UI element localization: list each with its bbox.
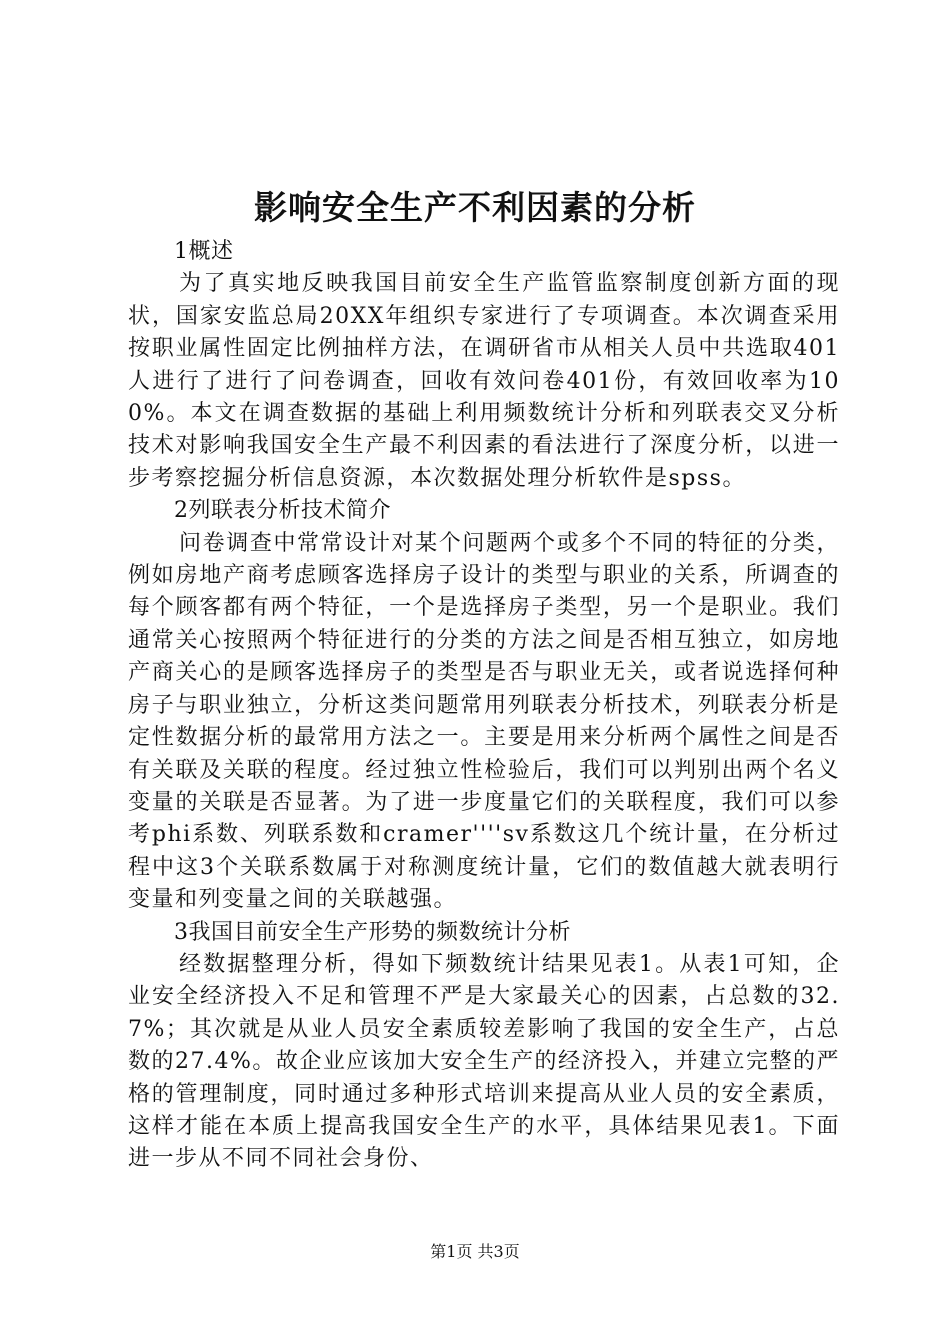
section-heading: 1概述 [174, 239, 234, 264]
section-paragraph: 经数据整理分析，得如下频数统计结果见表1。从表1可知，企业安全经济投入不足和管理不严是大家最关心的因素，占总数的32.7%；其次就是从业人员安全素质较差影响了我国的安全生产，占总数的27.4%。故企业应该加大安全生产的经济投入，并建立完整的严格的管理制度，同时通过多种形式培训来提高从业人员的安全素质，这样才能在本质上提高我国安全生产的水平，具体结果见表1。下面进一步从不同不同社会身份、 [128, 951, 840, 1172]
section-overview [128, 236, 840, 495]
document-title: 影响安全生产不利因素的分析 [254, 188, 696, 227]
section-frequency-analysis [128, 917, 840, 1176]
section-contingency-table [128, 495, 840, 916]
page-footer: 第1页 共3页 [430, 1242, 520, 1261]
section-heading: 2列联表分析技术简介 [174, 498, 391, 524]
section-heading: 3我国目前安全生产形势的频数统计分析 [174, 919, 571, 945]
section-paragraph: 为了真实地反映我国目前安全生产监管监察制度创新方面的现状，国家安监总局20XX年组织专家进行了专项调查。本次调查采用按职业属性固定比例抽样方法，在调研省市从相关人员中共选取401人进行了进行了问卷调查，回收有效问卷401份，有效回收率为100%。本文在调查数据的基础上利用频数统计分析和列联表交叉分析技术对影响我国安全生产最不利因素的看法进行了深度分析，以进一步考察挖掘分析信息资源，本次数据处理分析软件是spss。 [128, 271, 840, 491]
document-body [128, 236, 840, 1176]
section-paragraph: 问卷调查中常常设计对某个问题两个或多个不同的特征的分类，例如房地产商考虑顾客选择房子设计的类型与职业的关系，所调查的每个顾客都有两个特征，一个是选择房子类型，另一个是职业。我们通常关心按照两个特征进行的分类的方法之间是否相互独立，如房地产商关心的是顾客选择房子的类型是否与职业无关，或者说选择何种房子与职业独立，分析这类问题常用列联表分析技术，列联表分析是定性数据分析的最常用方法之一。主要是用来分析两个属性之间是否有关联及关联的程度。经过独立性检验后，我们可以判别出两个名义变量的关联是否显著。为了进一步度量它们的关联程度，我们可以参考phi系数、列联系数和cramer''''sv系数这几个统计量，在分析过程中这3个关联系数属于对称测度统计量，它们的数值越大就表明行变量和列变量之间的关联越强。 [128, 530, 840, 913]
